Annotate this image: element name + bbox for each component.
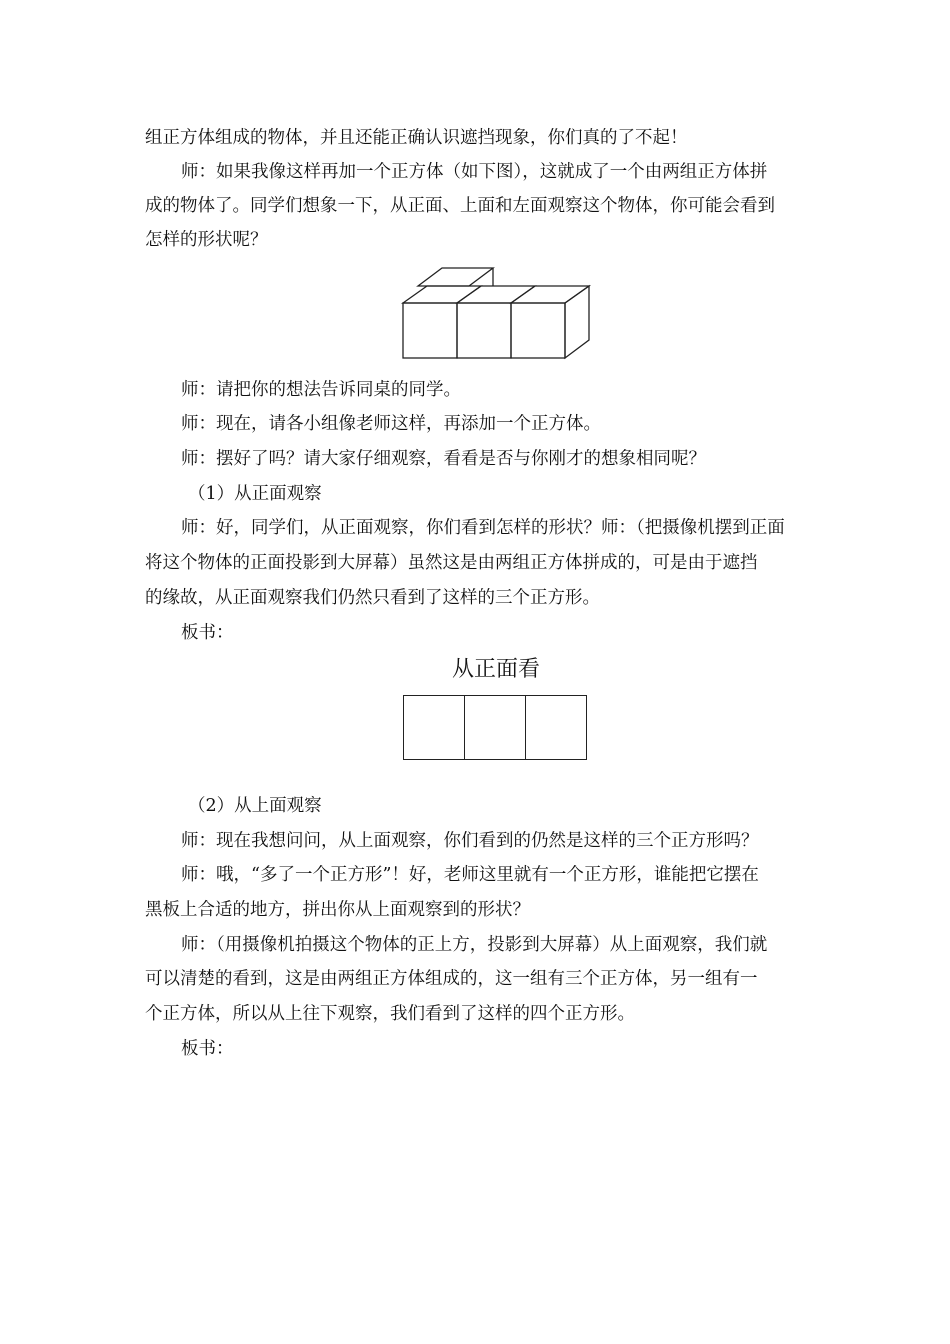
paragraph-line: 可以清楚的看到，这是由两组正方体组成的，这一组有三个正方体，另一组有一: [145, 969, 758, 989]
section-heading: （2）从上面观察: [188, 796, 322, 816]
paragraph-line: 师：哦，“多了一个正方形”！好，老师这里就有一个正方形，谁能把它摆在: [181, 865, 759, 885]
paragraph-line: 组正方体组成的物体，并且还能正确认识遮挡现象，你们真的了不起！: [145, 128, 688, 148]
board-label: 板书：: [181, 623, 234, 643]
paragraph-line: 黑板上合适的地方，拼出你从上面观察到的形状？: [145, 900, 530, 920]
square: [464, 696, 525, 759]
front-view-diagram: [403, 695, 587, 760]
top-cube-face: [418, 268, 493, 286]
square: [525, 696, 586, 759]
paragraph-line: 师：现在我想问问，从上面观察，你们看到的仍然是这样的三个正方形吗？: [181, 831, 759, 851]
board-label: 板书：: [181, 1039, 234, 1059]
section-heading: （1）从正面观察: [188, 484, 322, 504]
paragraph-line: 怎样的形状呢？: [145, 230, 268, 250]
paragraph-line: 师：（用摄像机拍摄这个物体的正上方，投影到大屏幕）从上面观察，我们就: [181, 935, 768, 955]
square: [404, 696, 464, 759]
paragraph-line: 师：请把你的想法告诉同桌的同学。: [181, 380, 461, 400]
paragraph-line: 成的物体了。同学们想象一下，从正面、上面和左面观察这个物体，你可能会看到: [145, 196, 775, 216]
cube-figure: [395, 262, 595, 364]
paragraph-line: 个正方体，所以从上往下观察，我们看到了这样的四个正方形。: [145, 1004, 635, 1024]
paragraph-line: 师：现在，请各小组像老师这样，再添加一个正方体。: [181, 414, 601, 434]
front-view-caption: 从正面看: [451, 657, 540, 682]
paragraph-line: 将这个物体的正面投影到大屏幕）虽然这是由两组正方体拼成的，可是由于遮挡: [145, 553, 758, 573]
paragraph-line: 师：如果我像这样再加一个正方体（如下图），这就成了一个由两组正方体拼: [181, 162, 768, 182]
paragraph-line: 师：摆好了吗？请大家仔细观察，看看是否与你刚才的想象相同呢？: [181, 449, 706, 469]
paragraph-line: 师：好，同学们，从正面观察，你们看到怎样的形状？师：（把摄像机摆到正面: [181, 518, 785, 538]
paragraph-line: 的缘故，从正面观察我们仍然只看到了这样的三个正方形。: [145, 588, 600, 608]
